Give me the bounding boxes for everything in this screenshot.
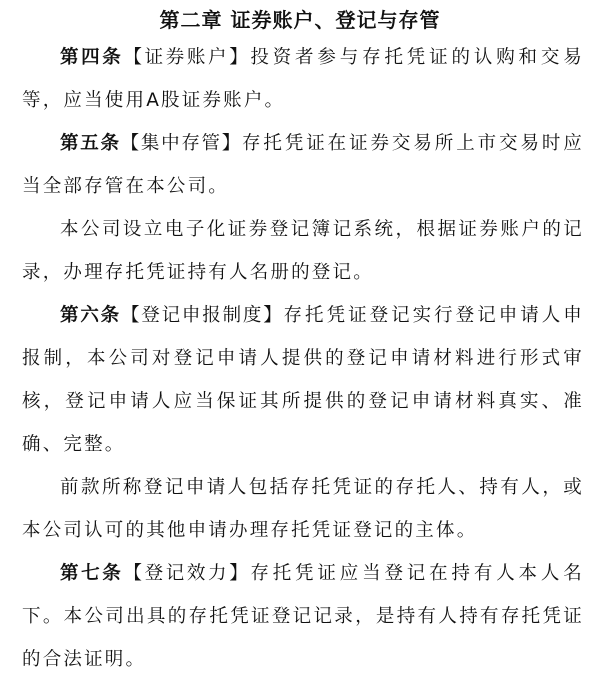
article-7-number: 第七条 [60, 563, 124, 584]
article-4-heading: 【证券账户】 [123, 47, 251, 68]
article-6-heading: 【登记申报制度】 [120, 305, 284, 326]
article-5-continuation-body: 本公司设立电子化证券登记簿记系统，根据证券账户的记录，办理存托凭证持有人名册的登记。 [22, 219, 584, 283]
chapter-title: 第二章 证券账户、登记与存管 [159, 8, 441, 32]
article-6-number: 第六条 [60, 305, 121, 326]
article-6-continuation-paragraph [22, 466, 584, 552]
article-7-paragraph [22, 552, 584, 681]
article-5-continuation-paragraph [22, 208, 584, 294]
article-5-paragraph [22, 122, 584, 208]
article-7-body: 存托凭证应当登记在持有人本人名下。本公司出具的存托凭证登记记录，是持有人持有存托凭证的合法证明。 [22, 563, 584, 670]
article-4-number: 第四条 [60, 47, 124, 68]
article-5-heading: 【集中存管】 [120, 133, 242, 154]
article-5-number: 第五条 [60, 133, 121, 154]
article-6-continuation-body: 前款所称登记申请人包括存托凭证的存托人、持有人，或本公司认可的其他申请办理存托凭证登记的主体。 [22, 477, 584, 541]
article-7-heading: 【登记效力】 [123, 563, 251, 584]
article-4-paragraph [22, 36, 584, 122]
article-6-paragraph [22, 294, 584, 466]
article-5-body: 存托凭证在证券交易所上市交易时应当全部存管在本公司。 [22, 133, 584, 197]
article-6-body: 存托凭证登记实行登记申请人申报制，本公司对登记申请人提供的登记申请材料进行形式审核，登记申请人应当保证其所提供的登记申请材料真实、准确、完整。 [22, 305, 584, 455]
article-4-body: 投资者参与存托凭证的认购和交易等，应当使用A股证券账户。 [22, 47, 584, 111]
